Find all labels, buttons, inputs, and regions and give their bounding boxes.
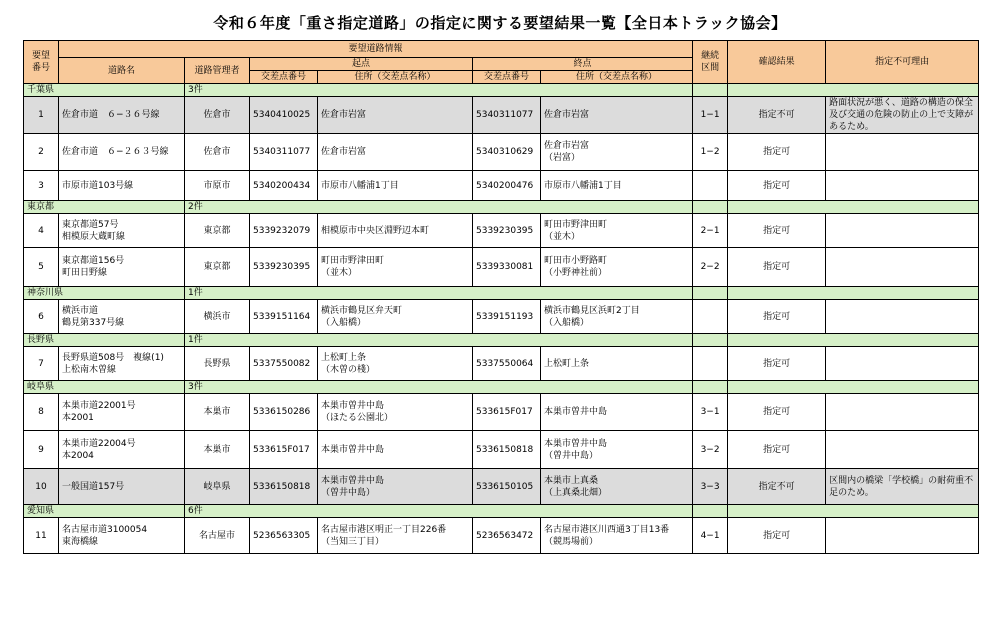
road-admin-cell: 本巣市 <box>185 394 250 431</box>
road-name-cell: 本巣市道22004号 本2004 <box>59 431 185 469</box>
end-intersection-no-cell: 5336150818 <box>473 431 541 469</box>
end-intersection-no-cell: 5339330081 <box>473 248 541 287</box>
end-address-cell: 市原市八幡浦1丁目 <box>541 171 693 201</box>
result-cell: 指定可 <box>728 347 826 381</box>
end-intersection-no-cell: 533615F017 <box>473 394 541 431</box>
prefecture-count: 6件 <box>185 505 693 518</box>
continuous-section-cell <box>693 300 728 334</box>
table-row <box>24 214 979 248</box>
end-intersection-no-cell: 5337550064 <box>473 347 541 381</box>
result-cell: 指定不可 <box>728 469 826 505</box>
request-no-cell: 7 <box>24 347 59 381</box>
prefecture-count: 3件 <box>185 381 693 394</box>
road-admin-cell: 市原市 <box>185 171 250 201</box>
start-intersection-no-cell: 5340200434 <box>250 171 318 201</box>
header-road-admin: 道路管理者 <box>185 58 250 84</box>
reason-cell <box>826 394 979 431</box>
result-cell: 指定可 <box>728 431 826 469</box>
continuous-section-cell: 2−2 <box>693 248 728 287</box>
request-no-cell: 3 <box>24 171 59 201</box>
group-spacer <box>693 84 728 97</box>
road-admin-cell: 岐阜県 <box>185 469 250 505</box>
group-spacer <box>728 287 979 300</box>
start-address-cell: 佐倉市岩富 <box>318 134 473 171</box>
result-cell: 指定可 <box>728 171 826 201</box>
header-road-info: 要望道路情報 <box>59 41 693 58</box>
start-address-cell: 相模原市中央区淵野辺本町 <box>318 214 473 248</box>
road-admin-cell: 佐倉市 <box>185 134 250 171</box>
table-row <box>24 518 979 554</box>
continuous-section-cell: 4−1 <box>693 518 728 554</box>
end-address-cell: 佐倉市岩富 <box>541 97 693 134</box>
start-address-cell: 横浜市鶴見区弁天町 （入船橋） <box>318 300 473 334</box>
road-name-cell: 横浜市道 鶴見第337号線 <box>59 300 185 334</box>
request-no-cell: 5 <box>24 248 59 287</box>
request-no-cell: 2 <box>24 134 59 171</box>
continuous-section-cell: 3−3 <box>693 469 728 505</box>
table-row <box>24 134 979 171</box>
road-name-cell: 本巣市道22001号 本2001 <box>59 394 185 431</box>
end-intersection-no-cell: 5336150105 <box>473 469 541 505</box>
header-start: 起点 <box>250 58 473 71</box>
road-name-cell: 東京都道156号 町田日野線 <box>59 248 185 287</box>
prefecture-name: 岐阜県 <box>24 381 185 394</box>
reason-cell <box>826 248 979 287</box>
road-name-cell: 東京都道57号 相模原大蔵町線 <box>59 214 185 248</box>
result-cell: 指定可 <box>728 394 826 431</box>
result-cell: 指定可 <box>728 134 826 171</box>
end-address-cell: 本巣市上真桑 （上真桑北畑） <box>541 469 693 505</box>
road-name-cell: 名古屋市道3100054 東海橋線 <box>59 518 185 554</box>
request-no-cell: 1 <box>24 97 59 134</box>
road-admin-cell: 東京都 <box>185 248 250 287</box>
result-cell: 指定可 <box>728 248 826 287</box>
prefecture-count: 3件 <box>185 84 693 97</box>
end-address-cell: 名古屋市港区川西通3丁目13番 （競馬場前） <box>541 518 693 554</box>
start-intersection-no-cell: 5236563305 <box>250 518 318 554</box>
end-address-cell: 本巣市曽井中島 <box>541 394 693 431</box>
group-spacer <box>693 287 728 300</box>
prefecture-group-row <box>24 334 979 347</box>
group-spacer <box>693 201 728 214</box>
table-row <box>24 248 979 287</box>
road-name-cell: 長野県道508号 複線(1) 上松南木曽線 <box>59 347 185 381</box>
start-intersection-no-cell: 5336150286 <box>250 394 318 431</box>
prefecture-group-row <box>24 287 979 300</box>
start-intersection-no-cell: 533615F017 <box>250 431 318 469</box>
header-end: 終点 <box>473 58 693 71</box>
reason-cell <box>826 171 979 201</box>
continuous-section-cell <box>693 347 728 381</box>
start-intersection-no-cell: 5337550082 <box>250 347 318 381</box>
prefecture-name: 愛知県 <box>24 505 185 518</box>
road-name-cell: 一般国道157号 <box>59 469 185 505</box>
end-intersection-no-cell: 5339230395 <box>473 214 541 248</box>
request-no-cell: 10 <box>24 469 59 505</box>
table-row <box>24 394 979 431</box>
start-intersection-no-cell: 5339151164 <box>250 300 318 334</box>
prefecture-name: 長野県 <box>24 334 185 347</box>
road-name-cell: 佐倉市道 ６−３６号線 <box>59 97 185 134</box>
header-end-address: 住所（交差点名称） <box>541 71 693 84</box>
start-address-cell: 町田市野津田町 （並木） <box>318 248 473 287</box>
end-address-cell: 町田市小野路町 （小野神社前） <box>541 248 693 287</box>
road-admin-cell: 長野県 <box>185 347 250 381</box>
continuous-section-cell: 1−1 <box>693 97 728 134</box>
prefecture-group-row <box>24 381 979 394</box>
request-no-cell: 11 <box>24 518 59 554</box>
reason-cell <box>826 134 979 171</box>
reason-cell <box>826 518 979 554</box>
start-intersection-no-cell: 5340311077 <box>250 134 318 171</box>
request-no-cell: 8 <box>24 394 59 431</box>
start-intersection-no-cell: 5339230395 <box>250 248 318 287</box>
reason-cell <box>826 214 979 248</box>
continuous-section-cell: 2−1 <box>693 214 728 248</box>
reason-cell: 区間内の橋梁「学校橋」の耐荷重不足のため。 <box>826 469 979 505</box>
table-body <box>24 84 979 554</box>
header-start-intersection-no: 交差点番号 <box>250 71 318 84</box>
prefecture-name: 神奈川県 <box>24 287 185 300</box>
end-intersection-no-cell: 5340311077 <box>473 97 541 134</box>
group-spacer <box>728 381 979 394</box>
table-row <box>24 469 979 505</box>
start-address-cell: 本巣市曽井中島 <box>318 431 473 469</box>
continuous-section-cell <box>693 171 728 201</box>
start-intersection-no-cell: 5339232079 <box>250 214 318 248</box>
road-admin-cell: 佐倉市 <box>185 97 250 134</box>
table-row <box>24 97 979 134</box>
group-spacer <box>728 334 979 347</box>
group-spacer <box>728 201 979 214</box>
table-row <box>24 431 979 469</box>
result-cell: 指定可 <box>728 214 826 248</box>
end-intersection-no-cell: 5340200476 <box>473 171 541 201</box>
end-intersection-no-cell: 5339151193 <box>473 300 541 334</box>
header-reason: 指定不可理由 <box>826 41 979 84</box>
group-spacer <box>693 334 728 347</box>
prefecture-name: 東京都 <box>24 201 185 214</box>
header-continuous-section: 継続 区間 <box>693 41 728 84</box>
end-address-cell: 横浜市鶴見区浜町2丁目 （入船橋） <box>541 300 693 334</box>
start-address-cell: 名古屋市港区明正一丁目226番 （当知三丁目） <box>318 518 473 554</box>
reason-cell <box>826 347 979 381</box>
group-spacer <box>693 381 728 394</box>
prefecture-count: 1件 <box>185 334 693 347</box>
reason-cell: 路面状況が悪く、道路の構造の保全及び交通の危険の防止の上で支障があるため。 <box>826 97 979 134</box>
start-address-cell: 本巣市曽井中島 （ほたる公園北） <box>318 394 473 431</box>
group-spacer <box>728 505 979 518</box>
end-address-cell: 町田市野津田町 （並木） <box>541 214 693 248</box>
road-name-cell: 佐倉市道 ６−２６３号線 <box>59 134 185 171</box>
start-address-cell: 市原市八幡浦1丁目 <box>318 171 473 201</box>
start-address-cell: 本巣市曽井中島 （曽井中島） <box>318 469 473 505</box>
table-row <box>24 171 979 201</box>
request-no-cell: 6 <box>24 300 59 334</box>
continuous-section-cell: 3−1 <box>693 394 728 431</box>
reason-cell <box>826 300 979 334</box>
end-address-cell: 佐倉市岩富 （岩富） <box>541 134 693 171</box>
prefecture-group-row <box>24 505 979 518</box>
continuous-section-cell: 3−2 <box>693 431 728 469</box>
header-road-name: 道路名 <box>59 58 185 84</box>
request-no-cell: 9 <box>24 431 59 469</box>
end-address-cell: 上松町上条 <box>541 347 693 381</box>
end-intersection-no-cell: 5340310629 <box>473 134 541 171</box>
group-spacer <box>693 505 728 518</box>
result-cell: 指定不可 <box>728 97 826 134</box>
end-intersection-no-cell: 5236563472 <box>473 518 541 554</box>
prefecture-group-row <box>24 84 979 97</box>
header-start-address: 住所（交差点名称） <box>318 71 473 84</box>
road-name-cell: 市原市道103号線 <box>59 171 185 201</box>
start-address-cell: 上松町上条 （木曽の棧） <box>318 347 473 381</box>
group-spacer <box>728 84 979 97</box>
continuous-section-cell: 1−2 <box>693 134 728 171</box>
reason-cell <box>826 431 979 469</box>
end-address-cell: 本巣市曽井中島 （曽井中島） <box>541 431 693 469</box>
result-cell: 指定可 <box>728 518 826 554</box>
prefecture-name: 千葉県 <box>24 84 185 97</box>
start-intersection-no-cell: 5336150818 <box>250 469 318 505</box>
header-result: 確認結果 <box>728 41 826 84</box>
road-admin-cell: 名古屋市 <box>185 518 250 554</box>
road-admin-cell: 東京都 <box>185 214 250 248</box>
prefecture-count: 1件 <box>185 287 693 300</box>
start-address-cell: 佐倉市岩富 <box>318 97 473 134</box>
road-admin-cell: 本巣市 <box>185 431 250 469</box>
prefecture-count: 2件 <box>185 201 693 214</box>
header-end-intersection-no: 交差点番号 <box>473 71 541 84</box>
table-row <box>24 300 979 334</box>
result-cell: 指定可 <box>728 300 826 334</box>
table-row <box>24 347 979 381</box>
results-table <box>23 40 979 554</box>
start-intersection-no-cell: 5340410025 <box>250 97 318 134</box>
header-request-no: 要望 番号 <box>24 41 59 84</box>
prefecture-group-row <box>24 201 979 214</box>
road-admin-cell: 横浜市 <box>185 300 250 334</box>
page-title: 令和６年度「重さ指定道路」の指定に関する要望結果一覧【全日本トラック協会】 <box>213 14 787 32</box>
request-no-cell: 4 <box>24 214 59 248</box>
